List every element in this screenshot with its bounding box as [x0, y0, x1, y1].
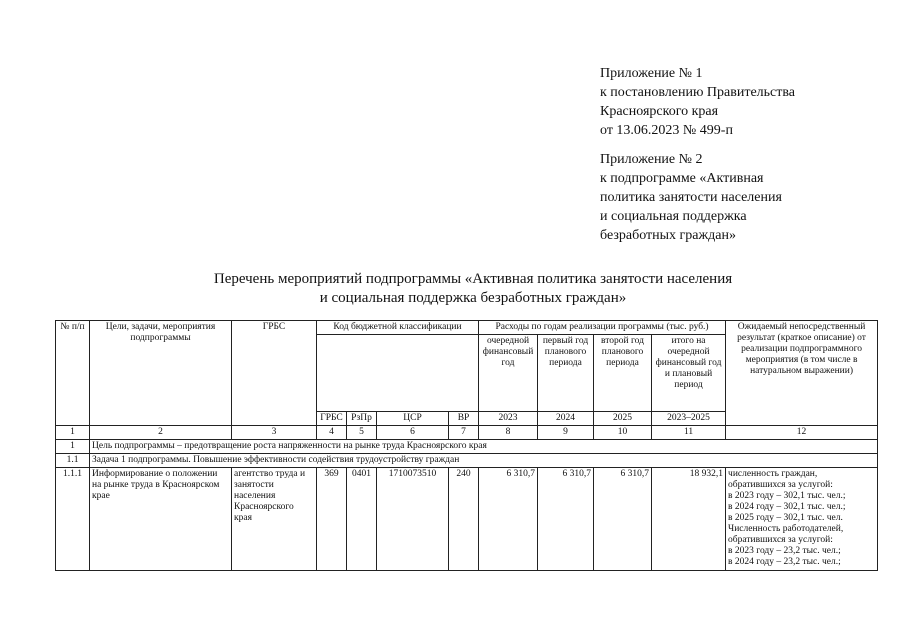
- result-line: в 2025 году – 302,1 тыс. чел.: [728, 513, 843, 523]
- column-number: 5: [347, 426, 377, 440]
- result-line: в 2024 году – 23,2 тыс. чел.;: [728, 557, 841, 567]
- goal-row-text: Цель подпрограммы – предотвращение роста напряженности на рынке труда Красноярского края: [90, 440, 878, 454]
- measure-code-rzpr: 0401: [347, 468, 377, 571]
- measures-table: [55, 320, 878, 571]
- header-year-range: 2023–2025: [652, 412, 726, 426]
- measure-num: 1.1.1: [56, 468, 90, 571]
- header-year-2023: 2023: [479, 412, 538, 426]
- appendix-2-line: Приложение № 2: [600, 152, 703, 167]
- column-number: 8: [479, 426, 538, 440]
- measure-code-vr: 240: [449, 468, 479, 571]
- appendix-2-line: и социальная поддержка: [600, 209, 747, 224]
- result-line: обратившихся за услугой:: [728, 535, 833, 545]
- appendix-2-line: безработных граждан»: [600, 228, 736, 243]
- column-number: 6: [377, 426, 449, 440]
- result-line: обратившихся за услугой:: [728, 480, 833, 490]
- header-year-current: очередной финансовый год: [479, 335, 538, 412]
- column-number: 1: [56, 426, 90, 440]
- task-row-num: 1.1: [56, 454, 90, 468]
- header-code-rzpr: РзПр: [347, 412, 377, 426]
- appendix-1-header: [600, 64, 795, 140]
- column-number: 3: [232, 426, 317, 440]
- measure-expected-result: [726, 468, 878, 571]
- header-goals: Цели, задачи, мероприятия подпрограммы: [90, 321, 232, 426]
- measure-total: 18 932,1: [652, 468, 726, 571]
- appendix-1-line: Приложение № 1: [600, 66, 703, 81]
- table-row: [56, 468, 878, 571]
- header-code-csr: ЦСР: [377, 412, 449, 426]
- header-code-vr: ВР: [449, 412, 479, 426]
- column-number: 7: [449, 426, 479, 440]
- task-row-text: Задача 1 подпрограммы. Повышение эффективности содействия трудоустройству граждан: [90, 454, 878, 468]
- measure-code-csr: 1710073510: [377, 468, 449, 571]
- appendix-1-line: Красноярского края: [600, 104, 719, 119]
- measure-value-2023: 6 310,7: [479, 468, 538, 571]
- result-line: Численность работодателей,: [728, 524, 844, 534]
- header-budget-code: Код бюджетной классификации: [317, 321, 479, 335]
- header-year-first: первый год планового периода: [538, 335, 594, 412]
- column-number: 10: [594, 426, 652, 440]
- column-number: 2: [90, 426, 232, 440]
- column-number: 4: [317, 426, 347, 440]
- header-year-second: второй год планового периода: [594, 335, 652, 412]
- goal-row-num: 1: [56, 440, 90, 454]
- result-line: в 2024 году – 302,1 тыс. чел.;: [728, 502, 846, 512]
- appendix-2-line: к подпрограмме «Активная: [600, 171, 764, 186]
- result-line: в 2023 году – 23,2 тыс. чел.;: [728, 546, 841, 556]
- document-title-line-2: и социальная поддержка безработных граждан»: [319, 290, 627, 306]
- appendix-2-header: [600, 150, 782, 245]
- document-title: [0, 270, 913, 308]
- measure-value-2024: 6 310,7: [538, 468, 594, 571]
- appendix-1-line: к постановлению Правительства: [600, 85, 796, 100]
- column-number: 11: [652, 426, 726, 440]
- appendix-1-line: от 13.06.2023 № 499-п: [600, 123, 733, 138]
- goal-row: [56, 440, 878, 454]
- header-year-2025: 2025: [594, 412, 652, 426]
- document-title-line-1: Перечень мероприятий подпрограммы «Активная политика занятости населения: [213, 271, 733, 287]
- header-expected-result: Ожидаемый непосредственный результат (краткое описание) от реализации подпрограммного мероприятия (в том числе в натуральном выражении): [726, 321, 878, 426]
- appendix-2-line: политика занятости населения: [600, 190, 782, 205]
- column-number: 9: [538, 426, 594, 440]
- header-num: № п/п: [56, 321, 90, 426]
- task-row: [56, 454, 878, 468]
- measure-value-2025: 6 310,7: [594, 468, 652, 571]
- result-line: численность граждан,: [728, 469, 818, 479]
- column-number: 12: [726, 426, 878, 440]
- header-budget-code-spacer: [317, 335, 479, 412]
- table-header-row: [56, 321, 878, 335]
- header-total: итого на очередной финансовый год и плановый период: [652, 335, 726, 412]
- column-number-row: [56, 426, 878, 440]
- result-line: в 2023 году – 302,1 тыс. чел.;: [728, 491, 846, 501]
- header-expenses: Расходы по годам реализации программы (тыс. руб.): [479, 321, 726, 335]
- header-year-2024: 2024: [538, 412, 594, 426]
- header-code-grbs: ГРБС: [317, 412, 347, 426]
- measure-name: Информирование о положении на рынке труда в Красноярском крае: [90, 468, 232, 571]
- measure-grbs: агентство труда и занятости населения Красноярского края: [232, 468, 317, 571]
- measure-code-grbs: 369: [317, 468, 347, 571]
- header-grbs: ГРБС: [232, 321, 317, 426]
